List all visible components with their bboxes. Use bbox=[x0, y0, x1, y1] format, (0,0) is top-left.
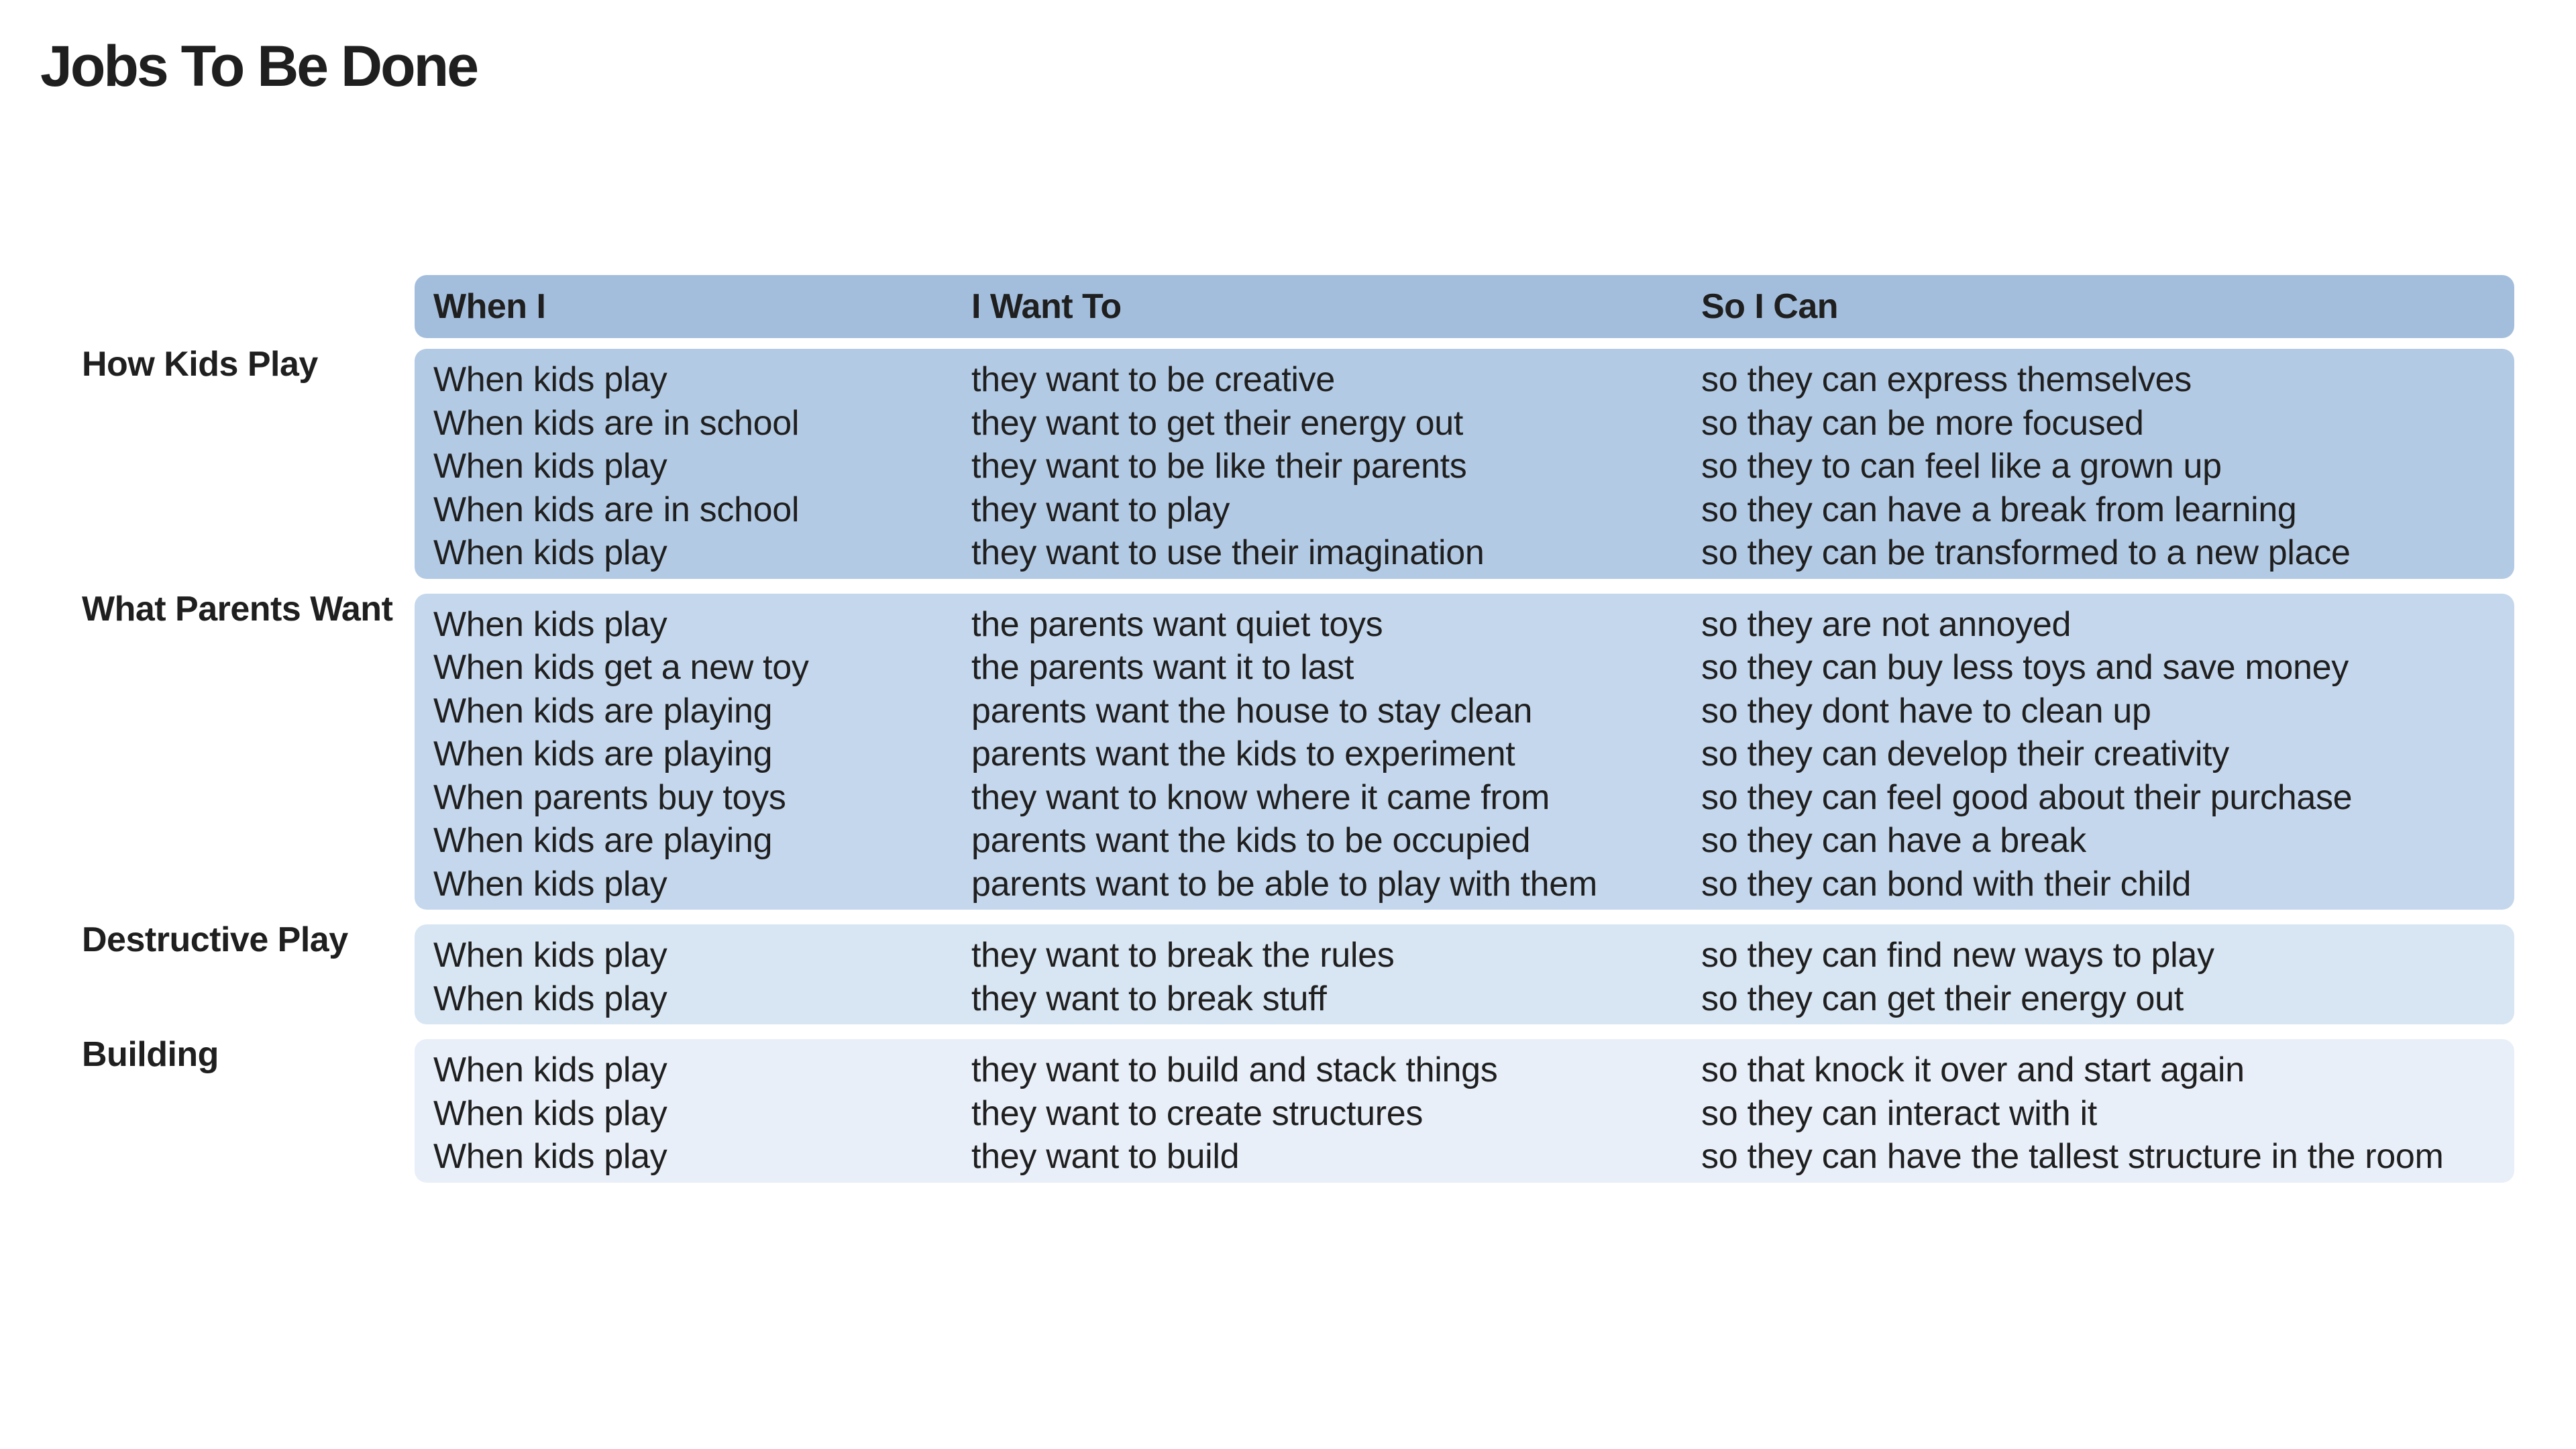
table-row bbox=[415, 1092, 2514, 1136]
cell-i-want-to: parents want the house to stay clean bbox=[971, 691, 1533, 731]
cell-i-want-to: they want to know where it came from bbox=[971, 777, 1550, 817]
table-row bbox=[415, 819, 2514, 863]
cell-so-i-can: so they can bond with their child bbox=[1701, 864, 2192, 904]
cell-when-i: When kids play bbox=[433, 864, 667, 904]
cell-i-want-to: they want to be like their parents bbox=[971, 447, 1467, 486]
cell-i-want-to: they want to be creative bbox=[971, 360, 1335, 399]
cell-i-want-to: they want to break the rules bbox=[971, 936, 1395, 975]
cell-when-i: When kids get a new toy bbox=[433, 648, 809, 687]
table-group bbox=[82, 1035, 2514, 1183]
cell-when-i: When kids are in school bbox=[433, 490, 800, 529]
cell-i-want-to: they want to use their imagination bbox=[971, 533, 1485, 572]
cell-when-i: When kids play bbox=[433, 533, 667, 572]
cell-so-i-can: so they can interact with it bbox=[1701, 1093, 2097, 1133]
table-row bbox=[415, 1135, 2514, 1179]
cell-so-i-can: so they can have a break from learning bbox=[1701, 490, 2297, 529]
cell-when-i: When kids are in school bbox=[433, 403, 800, 443]
cell-when-i: When kids are playing bbox=[433, 821, 773, 860]
header-so-i-can: So I Can bbox=[1701, 287, 1839, 326]
table-row bbox=[415, 934, 2514, 977]
cell-when-i: When kids play bbox=[433, 936, 667, 975]
table-row bbox=[415, 531, 2514, 575]
cell-when-i: When kids are playing bbox=[433, 691, 773, 731]
cell-i-want-to: they want to build bbox=[971, 1137, 1240, 1176]
cell-so-i-can: so they are not annoyed bbox=[1701, 604, 2072, 644]
cell-i-want-to: they want to build and stack things bbox=[971, 1051, 1498, 1089]
cell-so-i-can: so they can have a break bbox=[1701, 821, 2086, 860]
cell-so-i-can: so that knock it over and start again bbox=[1701, 1051, 2245, 1089]
cell-when-i: When parents buy toys bbox=[433, 777, 786, 817]
table-row bbox=[415, 733, 2514, 776]
group-label: Destructive Play bbox=[82, 920, 348, 959]
cell-so-i-can: so they can buy less toys and save money bbox=[1701, 648, 2349, 687]
table-row bbox=[415, 1049, 2514, 1092]
cell-i-want-to: the parents want quiet toys bbox=[971, 604, 1383, 644]
group-label: How Kids Play bbox=[82, 345, 318, 384]
cell-when-i: When kids play bbox=[433, 604, 667, 644]
table-row bbox=[415, 488, 2514, 532]
cell-so-i-can: so they dont have to clean up bbox=[1701, 691, 2151, 731]
table-row bbox=[415, 402, 2514, 445]
table-row bbox=[415, 977, 2514, 1021]
cell-when-i: When kids play bbox=[433, 979, 667, 1018]
cell-so-i-can: so they can be transformed to a new place bbox=[1701, 533, 2351, 572]
cell-so-i-can: so they can have the tallest structure in the room bbox=[1701, 1137, 2444, 1176]
cell-so-i-can: so they can get their energy out bbox=[1701, 979, 2184, 1018]
table-row bbox=[415, 690, 2514, 733]
cell-so-i-can: so they can find new ways to play bbox=[1701, 936, 2214, 975]
header-i-want-to: I Want To bbox=[971, 287, 1122, 326]
group-label: What Parents Want bbox=[82, 589, 393, 629]
cell-i-want-to: parents want the kids to experiment bbox=[971, 735, 1515, 773]
jobs-table bbox=[82, 275, 2514, 1197]
table-group bbox=[82, 920, 2514, 1024]
cell-when-i: When kids play bbox=[433, 447, 667, 486]
cell-so-i-can: so thay can be more focused bbox=[1701, 403, 2144, 443]
header-when-i: When I bbox=[433, 287, 546, 326]
page-title: Jobs To Be Done bbox=[40, 34, 478, 99]
table-row bbox=[415, 776, 2514, 820]
cell-when-i: When kids are playing bbox=[433, 735, 773, 773]
cell-when-i: When kids play bbox=[433, 1137, 667, 1176]
table-header bbox=[415, 275, 2514, 338]
group-label: Building bbox=[82, 1035, 219, 1074]
table-group bbox=[82, 345, 2514, 579]
cell-i-want-to: they want to get their energy out bbox=[971, 403, 1464, 443]
table-row bbox=[415, 445, 2514, 488]
table-row bbox=[415, 646, 2514, 690]
cell-i-want-to: they want to create structures bbox=[971, 1093, 1424, 1133]
table-group bbox=[82, 589, 2514, 910]
cell-i-want-to: they want to break stuff bbox=[971, 979, 1327, 1018]
table-row bbox=[415, 863, 2514, 906]
cell-so-i-can: so they can feel good about their purchase bbox=[1701, 777, 2353, 817]
cell-so-i-can: so they can express themselves bbox=[1701, 360, 2192, 399]
cell-when-i: When kids play bbox=[433, 360, 667, 399]
cell-i-want-to: the parents want it to last bbox=[971, 648, 1354, 687]
cell-when-i: When kids play bbox=[433, 1093, 667, 1133]
cell-so-i-can: so they can develop their creativity bbox=[1701, 735, 2229, 773]
cell-when-i: When kids play bbox=[433, 1051, 667, 1089]
table-row bbox=[415, 358, 2514, 402]
cell-so-i-can: so they to can feel like a grown up bbox=[1701, 447, 2222, 486]
table-row bbox=[415, 603, 2514, 647]
cell-i-want-to: parents want to be able to play with them bbox=[971, 864, 1597, 904]
cell-i-want-to: parents want the kids to be occupied bbox=[971, 821, 1531, 860]
cell-i-want-to: they want to play bbox=[971, 490, 1230, 529]
